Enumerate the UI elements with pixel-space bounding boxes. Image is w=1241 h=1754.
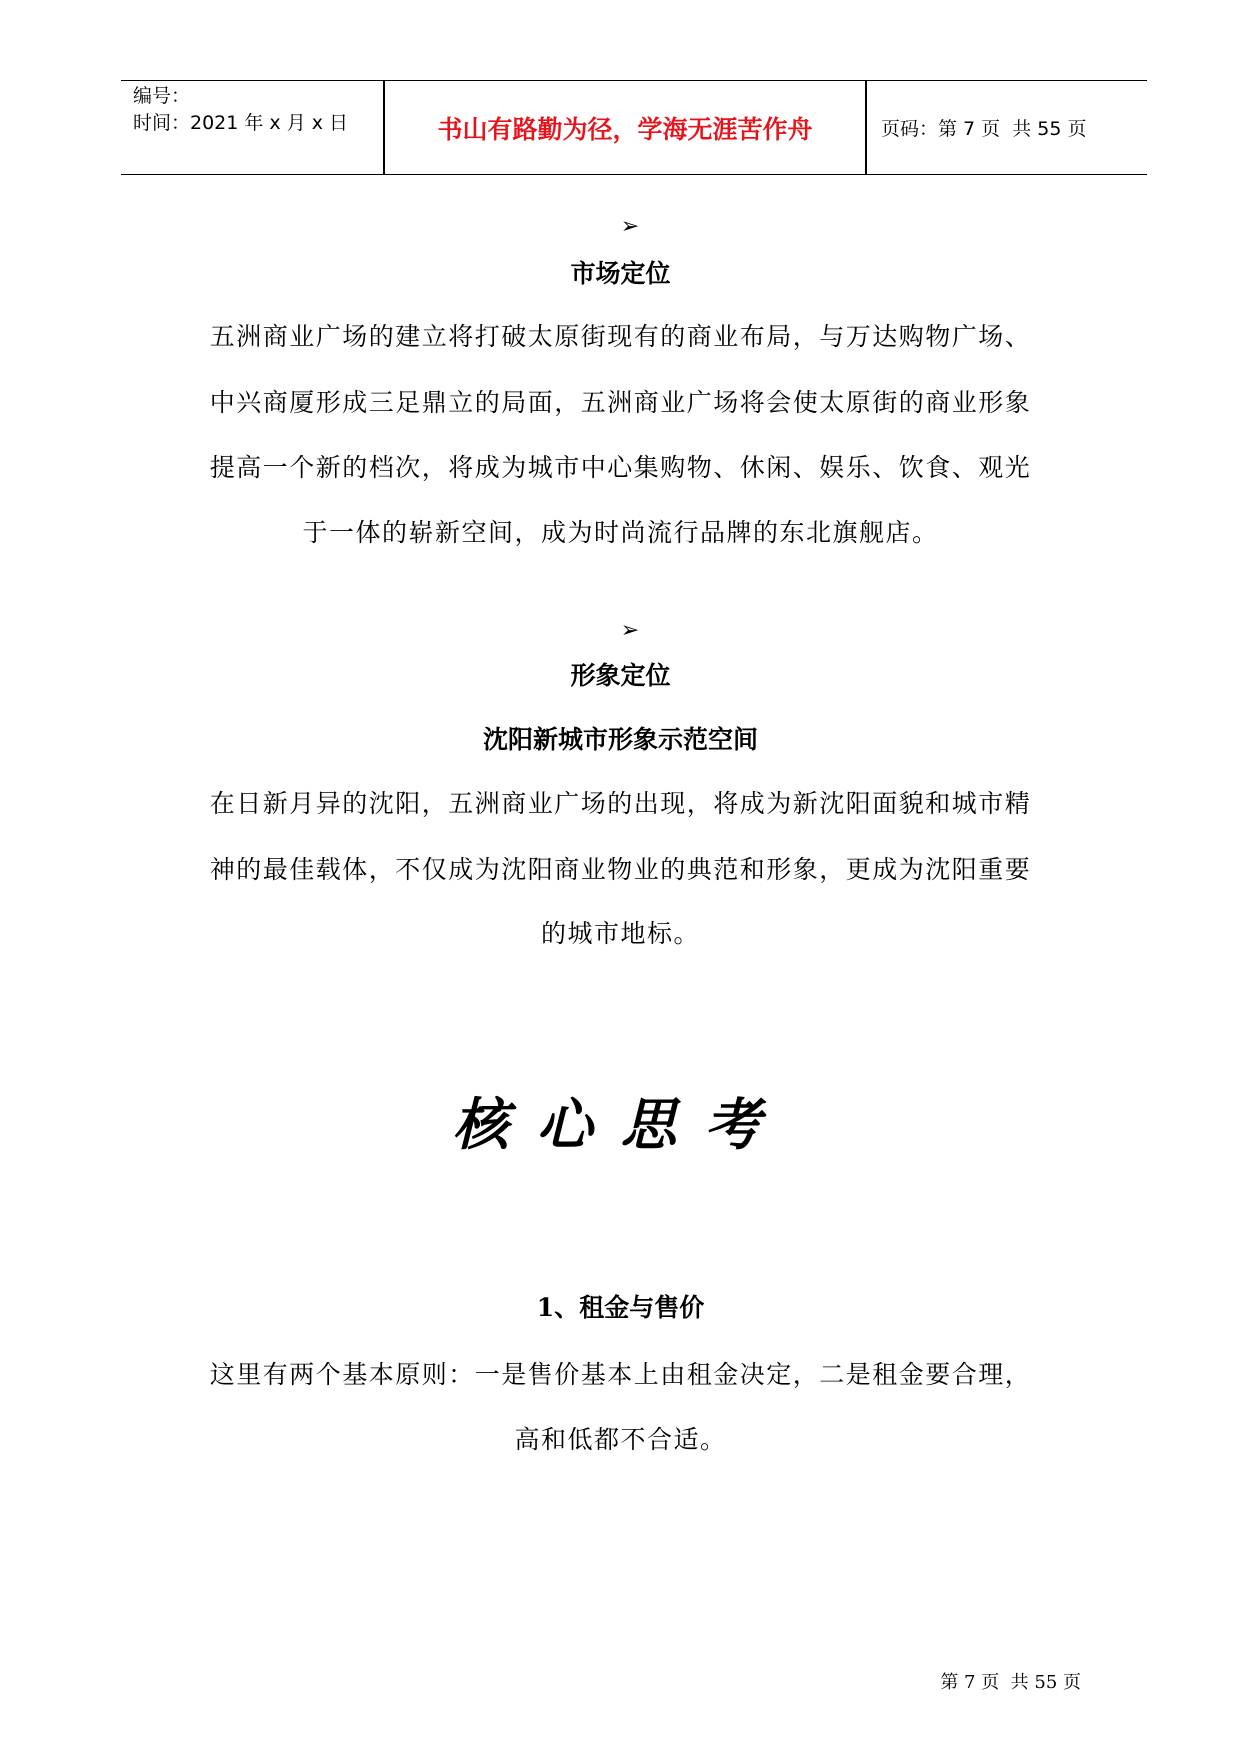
- arrow-bullet-icon: ➢: [620, 618, 640, 643]
- paragraph-line: 五洲商业广场的建立将打破太原街现有的商业布局，与万达购物广场、: [209, 322, 1032, 351]
- paragraph-line: 这里有两个基本原则：一是售价基本上由租金决定，二是租金要合理，: [209, 1360, 1032, 1389]
- footer-page-number: 第 7 页 共 55 页: [940, 1672, 1081, 1693]
- document-number-label: 编号：: [133, 85, 191, 107]
- paragraph-line: 高和低都不合适。: [514, 1425, 727, 1454]
- arrow-bullet-icon: ➢: [620, 214, 640, 239]
- paragraph-line: 的城市地标。: [540, 919, 700, 948]
- paragraph-line: 神的最佳载体，不仅成为沈阳商业物业的典范和形象，更成为沈阳重要: [209, 855, 1032, 884]
- header-meta: [133, 83, 383, 137]
- paragraph-line: 提高一个新的档次，将成为城市中心集购物、休闲、娱乐、饮食、观光: [209, 453, 1032, 482]
- core-thinking-title: 核心思考: [452, 1092, 789, 1158]
- header-motto: 书山有路勤为径，学海无涯苦作舟: [437, 114, 813, 144]
- section-heading-market-positioning: 市场定位: [570, 259, 671, 288]
- paragraph-line: 于一体的崭新空间，成为时尚流行品牌的东北旗舰店。: [302, 518, 939, 547]
- paragraph-line: 中兴商厦形成三足鼎立的局面，五洲商业广场将会使太原街的商业形象: [209, 388, 1032, 417]
- paragraph-line: 在日新月异的沈阳，五洲商业广场的出现，将成为新沈阳面貌和城市精: [209, 789, 1032, 818]
- document-time-label: 时间：2021 年 x 月 x 日: [133, 112, 349, 134]
- header-page-number: 页码：第 7 页 共 55 页: [881, 118, 1087, 140]
- document-header: [121, 80, 1147, 175]
- section-subheading: 沈阳新城市形象示范空间: [482, 725, 758, 754]
- section-heading-image-positioning: 形象定位: [570, 661, 671, 690]
- header-divider: [865, 81, 867, 174]
- section-heading-rent-and-price: 1、租金与售价: [536, 1293, 705, 1322]
